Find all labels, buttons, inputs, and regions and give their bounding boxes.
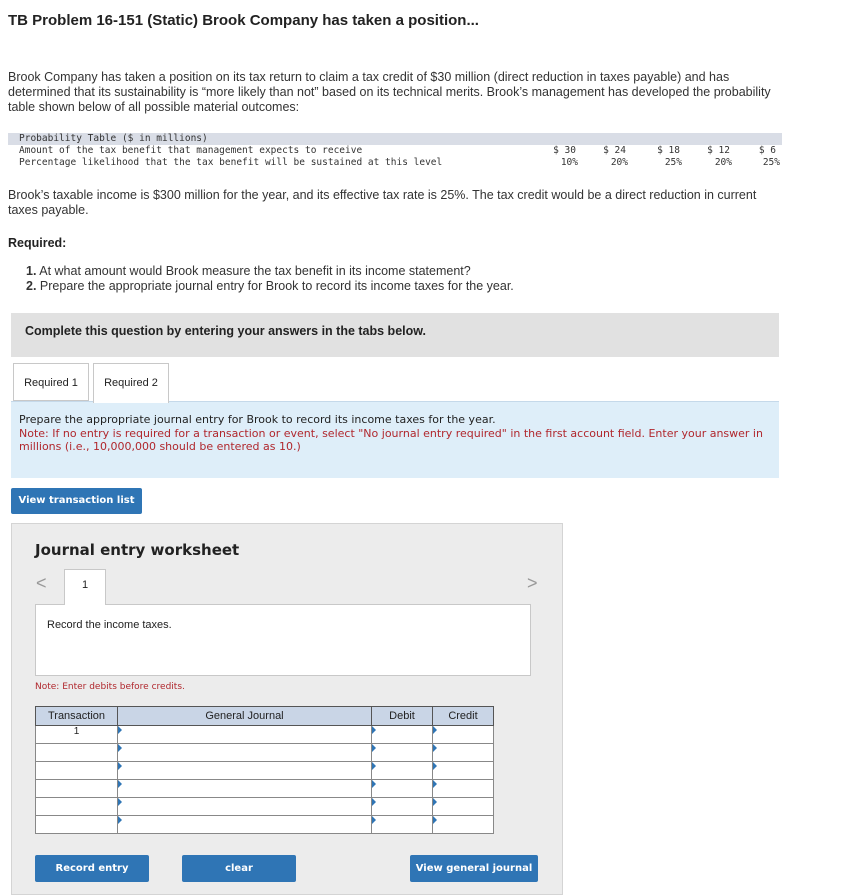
account-select[interactable] [118, 726, 372, 744]
row-label: Amount of the tax benefit that management expects to receive [19, 145, 363, 156]
debits-note: Note: Enter debits before credits. [35, 682, 185, 692]
instruction-line: Prepare the appropriate journal entry for Brook to record its income taxes for the year. [19, 413, 496, 426]
next-arrow-icon[interactable]: > [527, 573, 538, 593]
record-entry-button[interactable]: Record entry [35, 855, 149, 882]
debit-input[interactable] [372, 762, 433, 780]
percent-cell: 25% [762, 157, 780, 168]
credit-input[interactable] [433, 762, 494, 780]
instruction-note: Note: If no entry is required for a transaction or event, select "No journal entry required" in the first account field. Enter your answer in millions (i.e., 10,000,000 should be entered as 10.) [19, 427, 763, 453]
page-title: TB Problem 16-151 (Static) Brook Company has taken a position... [8, 12, 479, 29]
required-heading: Required: [8, 236, 67, 250]
instruction-bar [11, 313, 779, 357]
probability-table [8, 133, 782, 169]
amount-cell: $ 30 [553, 145, 576, 156]
transaction-cell [36, 816, 118, 834]
record-description: Record the income taxes. [47, 619, 172, 631]
tab-instructions [11, 401, 779, 478]
required-list [26, 264, 514, 294]
amount-cell: $ 6 [758, 145, 776, 156]
problem-details: Brook’s taxable income is $300 million for the year, and its effective tax rate is 25%. The tax credit would be a direct reduction in current taxes payable. [8, 188, 757, 217]
account-select[interactable] [118, 744, 372, 762]
transaction-cell [36, 762, 118, 780]
credit-input[interactable] [433, 744, 494, 762]
credit-input[interactable] [433, 798, 494, 816]
worksheet-title: Journal entry worksheet [35, 541, 240, 559]
table-row [36, 726, 494, 744]
percent-cell: 20% [714, 157, 732, 168]
problem-intro: Brook Company has taken a position on its tax return to claim a tax credit of $30 million (direct reduction in taxes payable) and has determined that its sustainability is “more likely than not” based on its technical merits. Brook’s management has developed the probability table shown below of all possible material outcomes: [8, 70, 771, 114]
tab-required-1[interactable]: Required 1 [13, 363, 89, 401]
percent-cell: 10% [560, 157, 578, 168]
account-select[interactable] [118, 780, 372, 798]
amount-cell: $ 18 [657, 145, 680, 156]
journal-table [35, 706, 494, 834]
probability-row-amounts [8, 145, 782, 157]
account-select[interactable] [118, 762, 372, 780]
required-item-number: 1. [26, 264, 37, 278]
credit-input[interactable] [433, 816, 494, 834]
table-row [36, 780, 494, 798]
record-description-box [35, 604, 531, 676]
required-item-text: At what amount would Brook measure the tax benefit in its income statement? [39, 264, 471, 278]
amount-cell: $ 24 [603, 145, 626, 156]
transaction-cell: 1 [36, 726, 118, 744]
col-credit: Credit [433, 707, 494, 726]
transaction-cell [36, 798, 118, 816]
account-select[interactable] [118, 816, 372, 834]
table-row [36, 762, 494, 780]
col-transaction: Transaction [36, 707, 118, 726]
debit-input[interactable] [372, 726, 433, 744]
col-debit: Debit [372, 707, 433, 726]
account-select[interactable] [118, 798, 372, 816]
transaction-cell [36, 780, 118, 798]
row-label: Percentage likelihood that the tax benefit will be sustained at this level [19, 157, 443, 168]
required-item [26, 264, 514, 279]
debit-input[interactable] [372, 798, 433, 816]
required-item [26, 279, 514, 294]
clear-button[interactable]: clear [182, 855, 296, 882]
col-general-journal: General Journal [118, 707, 372, 726]
credit-input[interactable] [433, 780, 494, 798]
table-row [36, 816, 494, 834]
required-item-text: Prepare the appropriate journal entry for Brook to record its income taxes for the year. [39, 279, 514, 293]
probability-row-percentages [8, 157, 782, 169]
required-item-number: 2. [26, 279, 37, 293]
table-row [36, 798, 494, 816]
probability-table-header: Probability Table ($ in millions) [8, 133, 782, 145]
instruction-text: Complete this question by entering your answers in the tabs below. [25, 324, 426, 338]
table-row [36, 744, 494, 762]
credit-input[interactable] [433, 726, 494, 744]
transaction-cell [36, 744, 118, 762]
amount-cell: $ 12 [707, 145, 730, 156]
worksheet-page-tab[interactable]: 1 [64, 569, 106, 605]
tab-required-2[interactable]: Required 2 [93, 363, 169, 403]
debit-input[interactable] [372, 780, 433, 798]
debit-input[interactable] [372, 816, 433, 834]
debit-input[interactable] [372, 744, 433, 762]
percent-cell: 20% [610, 157, 628, 168]
prev-arrow-icon[interactable]: < [36, 573, 47, 593]
percent-cell: 25% [664, 157, 682, 168]
view-transaction-list-button[interactable]: View transaction list [11, 488, 142, 514]
view-general-journal-button[interactable]: View general journal [410, 855, 538, 882]
